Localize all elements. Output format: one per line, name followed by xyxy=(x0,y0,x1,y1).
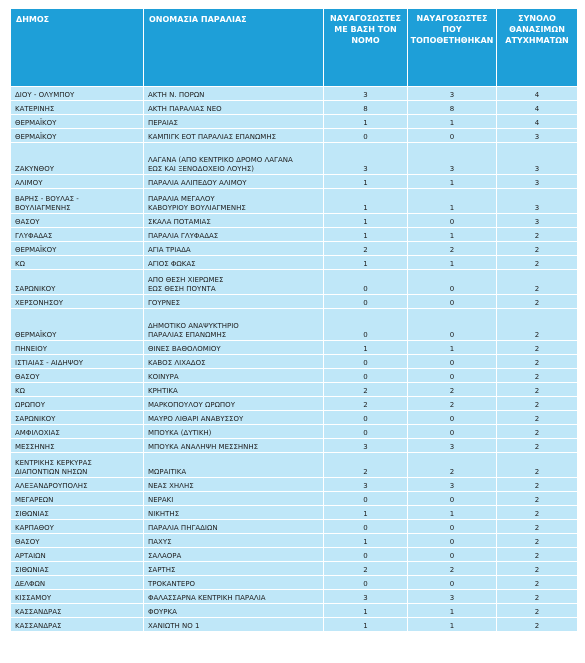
fatal-accidents-cell: 2 xyxy=(497,492,577,505)
municipality-cell xyxy=(11,383,143,396)
municipality-cell xyxy=(11,411,143,424)
beach-name-cell xyxy=(144,175,323,188)
fatal-accidents-cell: 2 xyxy=(497,478,577,491)
lifeguards-required-cell: 0 xyxy=(324,270,407,294)
beach-name-cell xyxy=(144,101,323,114)
municipality-cell xyxy=(11,604,143,617)
municipality-cell xyxy=(11,425,143,438)
lifeguards-placed-cell: 2 xyxy=(408,383,496,396)
municipality-cell xyxy=(11,256,143,269)
beach-name-cell xyxy=(144,242,323,255)
beach-name-cell xyxy=(144,189,323,213)
lifeguards-required-cell: 1 xyxy=(324,506,407,519)
municipality-line: ΩΡΩΠΟΥ xyxy=(15,401,45,409)
fatal-accidents-cell: 4 xyxy=(497,115,577,128)
lifeguards-placed-cell: 0 xyxy=(408,548,496,561)
municipality-line: ΚΩ xyxy=(15,387,25,395)
beach-name-cell xyxy=(144,478,323,491)
municipality-cell xyxy=(11,590,143,603)
beach-name-cell xyxy=(144,129,323,142)
municipality-cell xyxy=(11,242,143,255)
lifeguards-placed-cell: 0 xyxy=(408,411,496,424)
municipality-line: ΖΑΚΥΝΘΟΥ xyxy=(15,165,54,173)
fatal-accidents-cell: 2 xyxy=(497,242,577,255)
municipality-cell xyxy=(11,295,143,308)
lifeguards-required-cell: 2 xyxy=(324,397,407,410)
lifeguards-required-cell: 3 xyxy=(324,590,407,603)
table-row xyxy=(11,115,577,128)
beach-line: ΦΑΛΑΣΣΑΡΝΑ ΚΕΝΤΡΙΚΗ ΠΑΡΑΛΙΑ xyxy=(148,594,266,602)
beach-line: ΜΩΡΑΙΤΙΚΑ xyxy=(148,468,187,476)
fatal-accidents-cell: 2 xyxy=(497,439,577,452)
beach-line: ΚΑΒΟΥΡΙΟΥ ΒΟΥΛΙΑΓΜΕΝΗΣ xyxy=(148,204,246,212)
municipality-line: ΔΙΟΥ - ΟΛΥΜΠΟΥ xyxy=(15,91,75,99)
municipality-line: ΚΙΣΣΑΜΟΥ xyxy=(15,594,52,602)
beach-accidents-table xyxy=(10,8,578,632)
municipality-cell xyxy=(11,478,143,491)
lifeguards-required-cell: 1 xyxy=(324,214,407,227)
beach-name-cell xyxy=(144,355,323,368)
table-row xyxy=(11,214,577,227)
lifeguards-required-cell: 1 xyxy=(324,228,407,241)
fatal-accidents-cell: 2 xyxy=(497,295,577,308)
fatal-accidents-cell: 2 xyxy=(497,604,577,617)
table-row xyxy=(11,397,577,410)
lifeguards-placed-cell: 2 xyxy=(408,397,496,410)
municipality-cell xyxy=(11,397,143,410)
beach-name-cell xyxy=(144,492,323,505)
lifeguards-placed-cell: 1 xyxy=(408,506,496,519)
lifeguards-required-cell: 0 xyxy=(324,492,407,505)
lifeguards-placed-cell: 0 xyxy=(408,576,496,589)
table-row xyxy=(11,101,577,114)
table-row xyxy=(11,548,577,561)
beach-line: ΜΠΟΥΚΑ (ΔΥΤΙΚΗ) xyxy=(148,429,212,437)
lifeguards-placed-cell: 2 xyxy=(408,562,496,575)
beach-line: ΝΙΚΗΤΗΣ xyxy=(148,510,180,518)
lifeguards-placed-cell: 3 xyxy=(408,478,496,491)
beach-name-cell xyxy=(144,256,323,269)
beach-name-cell xyxy=(144,143,323,174)
lifeguards-required-cell: 0 xyxy=(324,295,407,308)
lifeguards-required-cell: 1 xyxy=(324,534,407,547)
beach-line: ΧΑΝΙΩΤΗ ΝΟ 1 xyxy=(148,622,200,630)
municipality-line: ΔΙΑΠΟΝΤΙΩΝ ΝΗΣΩΝ xyxy=(15,468,88,476)
beach-name-cell xyxy=(144,534,323,547)
beach-line: ΣΑΛΑΟΡΑ xyxy=(148,552,182,560)
lifeguards-placed-cell: 2 xyxy=(408,242,496,255)
municipality-line: ΑΜΦΙΛΟΧΙΑΣ xyxy=(15,429,60,437)
beach-line: ΠΑΡΑΛΙΑ ΓΛΥΦΑΔΑΣ xyxy=(148,232,219,240)
header-fatal-accidents: ΣΥΝΟΛΟ ΘΑΝΑΣΙΜΩΝ ΑΤΥΧΗΜΑΤΩΝ xyxy=(497,9,577,86)
fatal-accidents-cell: 3 xyxy=(497,129,577,142)
lifeguards-required-cell: 0 xyxy=(324,425,407,438)
lifeguards-required-cell: 0 xyxy=(324,129,407,142)
table-row xyxy=(11,425,577,438)
municipality-line: ΘΕΡΜΑΪΚΟΥ xyxy=(15,133,57,141)
beach-line: ΝΕΡΑΚΙ xyxy=(148,496,174,504)
beach-name-cell xyxy=(144,548,323,561)
municipality-cell xyxy=(11,520,143,533)
lifeguards-required-cell: 1 xyxy=(324,175,407,188)
beach-name-cell xyxy=(144,369,323,382)
lifeguards-placed-cell: 1 xyxy=(408,189,496,213)
fatal-accidents-cell: 2 xyxy=(497,228,577,241)
municipality-line: ΣΙΘΩΝΙΑΣ xyxy=(15,566,49,574)
municipality-cell xyxy=(11,228,143,241)
lifeguards-placed-cell: 1 xyxy=(408,604,496,617)
municipality-line: ΜΕΓΑΡΕΩΝ xyxy=(15,496,54,504)
lifeguards-placed-cell: 0 xyxy=(408,369,496,382)
lifeguards-required-cell: 2 xyxy=(324,453,407,477)
lifeguards-placed-cell: 0 xyxy=(408,214,496,227)
municipality-cell xyxy=(11,129,143,142)
fatal-accidents-cell: 4 xyxy=(497,101,577,114)
beach-name-cell xyxy=(144,562,323,575)
beach-line: ΠΑΡΑΛΙΑ ΑΛΙΠΕΔΟΥ ΑΛΙΜΟΥ xyxy=(148,179,247,187)
beach-line: ΔΗΜΟΤΙΚΟ ΑΝΑΨΥΚΤΗΡΙΟ xyxy=(148,322,239,330)
municipality-cell xyxy=(11,143,143,174)
table-row xyxy=(11,270,577,294)
lifeguards-required-cell: 0 xyxy=(324,355,407,368)
municipality-cell xyxy=(11,175,143,188)
beach-line: ΑΚΤΗ Ν. ΠΟΡΩΝ xyxy=(148,91,205,99)
beach-line: ΣΑΡΤΗΣ xyxy=(148,566,176,574)
fatal-accidents-cell: 2 xyxy=(497,369,577,382)
municipality-cell xyxy=(11,618,143,631)
municipality-line: ΘΕΡΜΑΪΚΟΥ xyxy=(15,331,57,339)
beach-line: ΦΟΥΡΚΑ xyxy=(148,608,177,616)
municipality-cell xyxy=(11,309,143,340)
lifeguards-placed-cell: 8 xyxy=(408,101,496,114)
municipality-line: ΑΡΤΑΙΩΝ xyxy=(15,552,46,560)
beach-name-cell xyxy=(144,115,323,128)
lifeguards-required-cell: 1 xyxy=(324,189,407,213)
fatal-accidents-cell: 2 xyxy=(497,397,577,410)
fatal-accidents-cell: 2 xyxy=(497,618,577,631)
lifeguards-placed-cell: 0 xyxy=(408,129,496,142)
fatal-accidents-cell: 2 xyxy=(497,256,577,269)
beach-line: ΚΡΗΤΙΚΑ xyxy=(148,387,178,395)
table-row xyxy=(11,175,577,188)
fatal-accidents-cell: 3 xyxy=(497,189,577,213)
header-lifeguards-required: ΝΑΥΑΓΟΣΩΣΤΕΣ ΜΕ ΒΑΣΗ ΤΟΝ ΝΟΜΟ xyxy=(324,9,407,86)
municipality-cell xyxy=(11,453,143,477)
beach-line: ΠΕΡΑΙΑΣ xyxy=(148,119,178,127)
municipality-line: ΔΕΛΦΩΝ xyxy=(15,580,46,588)
beach-name-cell xyxy=(144,506,323,519)
table-row xyxy=(11,506,577,519)
municipality-line: ΚΑΣΣΑΝΔΡΑΣ xyxy=(15,608,62,616)
fatal-accidents-cell: 4 xyxy=(497,87,577,100)
lifeguards-placed-cell: 1 xyxy=(408,115,496,128)
municipality-cell xyxy=(11,214,143,227)
lifeguards-placed-cell: 0 xyxy=(408,295,496,308)
lifeguards-required-cell: 0 xyxy=(324,576,407,589)
municipality-cell xyxy=(11,189,143,213)
fatal-accidents-cell: 2 xyxy=(497,355,577,368)
lifeguards-required-cell: 1 xyxy=(324,604,407,617)
beach-line: ΛΑΓΑΝΑ (ΑΠΟ ΚΕΝΤΡΙΚΟ ΔΡΟΜΟ ΛΑΓΑΝΑ xyxy=(148,156,293,164)
municipality-cell xyxy=(11,562,143,575)
lifeguards-placed-cell: 1 xyxy=(408,341,496,354)
lifeguards-required-cell: 2 xyxy=(324,242,407,255)
municipality-line: ΓΛΥΦΑΔΑΣ xyxy=(15,232,53,240)
lifeguards-placed-cell: 1 xyxy=(408,256,496,269)
beach-name-cell xyxy=(144,453,323,477)
municipality-cell xyxy=(11,439,143,452)
municipality-line: ΠΗΝΕΙΟΥ xyxy=(15,345,48,353)
table-row xyxy=(11,295,577,308)
lifeguards-required-cell: 0 xyxy=(324,369,407,382)
beach-name-cell xyxy=(144,228,323,241)
lifeguards-required-cell: 2 xyxy=(324,383,407,396)
lifeguards-required-cell: 2 xyxy=(324,562,407,575)
beach-name-cell xyxy=(144,439,323,452)
beach-line: ΠΑΡΑΛΙΑ ΜΕΓΑΛΟΥ xyxy=(148,195,215,203)
header-row xyxy=(11,9,577,86)
municipality-cell xyxy=(11,576,143,589)
beach-name-cell xyxy=(144,341,323,354)
lifeguards-placed-cell: 0 xyxy=(408,520,496,533)
beach-line: ΠΑΡΑΛΙΑ ΠΗΓΑΔΙΩΝ xyxy=(148,524,218,532)
municipality-line: ΘΕΡΜΑΪΚΟΥ xyxy=(15,119,57,127)
municipality-line: ΚΑΤΕΡΙΝΗΣ xyxy=(15,105,55,113)
table-row xyxy=(11,590,577,603)
municipality-line: ΣΑΡΩΝΙΚΟΥ xyxy=(15,285,56,293)
lifeguards-placed-cell: 0 xyxy=(408,355,496,368)
lifeguards-required-cell: 0 xyxy=(324,411,407,424)
beach-name-cell xyxy=(144,576,323,589)
beach-name-cell xyxy=(144,425,323,438)
beach-name-cell xyxy=(144,411,323,424)
beach-name-cell xyxy=(144,309,323,340)
beach-line: ΝΕΑΣ ΧΗΛΗΣ xyxy=(148,482,194,490)
table-row xyxy=(11,576,577,589)
fatal-accidents-cell: 2 xyxy=(497,576,577,589)
municipality-line: ΘΑΣΟΥ xyxy=(15,373,40,381)
municipality-cell xyxy=(11,369,143,382)
fatal-accidents-cell: 2 xyxy=(497,341,577,354)
table-row xyxy=(11,341,577,354)
lifeguards-required-cell: 8 xyxy=(324,101,407,114)
beach-name-cell xyxy=(144,87,323,100)
beach-line: ΚΑΜΠΙΓΚ ΕΟΤ ΠΑΡΑΛΙΑΣ ΕΠΑΝΩΜΗΣ xyxy=(148,133,277,141)
fatal-accidents-cell: 2 xyxy=(497,562,577,575)
beach-line: ΑΓΙΟΣ ΦΩΚΑΣ xyxy=(148,260,196,268)
table-row xyxy=(11,189,577,213)
municipality-line: ΚΩ xyxy=(15,260,25,268)
lifeguards-placed-cell: 1 xyxy=(408,228,496,241)
beach-name-cell xyxy=(144,270,323,294)
lifeguards-placed-cell: 0 xyxy=(408,492,496,505)
municipality-line: ΙΣΤΙΑΙΑΣ - ΑΙΔΗΨΟΥ xyxy=(15,359,84,367)
table-row xyxy=(11,411,577,424)
beach-name-cell xyxy=(144,590,323,603)
header-beach-name: ΟΝΟΜΑΣΙΑ ΠΑΡΑΛΙΑΣ xyxy=(144,9,323,86)
fatal-accidents-cell: 2 xyxy=(497,590,577,603)
lifeguards-placed-cell: 0 xyxy=(408,270,496,294)
fatal-accidents-cell: 2 xyxy=(497,383,577,396)
lifeguards-placed-cell: 1 xyxy=(408,175,496,188)
lifeguards-placed-cell: 2 xyxy=(408,453,496,477)
municipality-line: ΚΑΣΣΑΝΔΡΑΣ xyxy=(15,622,62,630)
municipality-cell xyxy=(11,548,143,561)
fatal-accidents-cell: 2 xyxy=(497,453,577,477)
municipality-line: ΧΕΡΣΟΝΗΣΟΥ xyxy=(15,299,64,307)
table-row xyxy=(11,369,577,382)
beach-line: ΜΑΥΡΟ ΛΙΘΑΡΙ ΑΝΑΒΥΣΣΟΥ xyxy=(148,415,244,423)
beach-line: ΠΑΡΑΛΙΑΣ ΕΠΑΝΩΜΗΣ xyxy=(148,331,227,339)
lifeguards-placed-cell: 0 xyxy=(408,309,496,340)
fatal-accidents-cell: 2 xyxy=(497,534,577,547)
beach-name-cell xyxy=(144,604,323,617)
municipality-line: ΒΑΡΗΣ - ΒΟΥΛΑΣ - xyxy=(15,195,79,203)
municipality-cell xyxy=(11,534,143,547)
beach-name-cell xyxy=(144,295,323,308)
lifeguards-required-cell: 1 xyxy=(324,115,407,128)
beach-name-cell xyxy=(144,383,323,396)
lifeguards-required-cell: 0 xyxy=(324,309,407,340)
lifeguards-placed-cell: 3 xyxy=(408,143,496,174)
municipality-cell xyxy=(11,101,143,114)
lifeguards-placed-cell: 3 xyxy=(408,87,496,100)
beach-line: ΜΑΡΚΟΠΟΥΛΟΥ ΩΡΩΠΟΥ xyxy=(148,401,235,409)
beach-line: ΑΚΤΗ ΠΑΡΑΛΙΑΣ ΝΕΟ xyxy=(148,105,222,113)
fatal-accidents-cell: 2 xyxy=(497,506,577,519)
municipality-cell xyxy=(11,87,143,100)
municipality-line: ΜΕΣΣΗΝΗΣ xyxy=(15,443,55,451)
lifeguards-required-cell: 1 xyxy=(324,256,407,269)
municipality-line: ΣΙΘΩΝΙΑΣ xyxy=(15,510,49,518)
lifeguards-placed-cell: 0 xyxy=(408,534,496,547)
fatal-accidents-cell: 2 xyxy=(497,411,577,424)
municipality-line: ΘΑΣΟΥ xyxy=(15,538,40,546)
lifeguards-required-cell: 0 xyxy=(324,548,407,561)
municipality-line: ΚΑΡΠΑΘΟΥ xyxy=(15,524,54,532)
beach-line: ΠΑΧΥΣ xyxy=(148,538,172,546)
fatal-accidents-cell: 3 xyxy=(497,143,577,174)
beach-line: ΚΑΒΟΣ ΛΙΧΑΔΟΣ xyxy=(148,359,206,367)
table-row xyxy=(11,478,577,491)
beach-line: ΤΡΟΚΑΝΤΕΡΟ xyxy=(148,580,196,588)
table-row xyxy=(11,228,577,241)
table-row xyxy=(11,242,577,255)
lifeguards-required-cell: 3 xyxy=(324,87,407,100)
table-row xyxy=(11,87,577,100)
municipality-cell xyxy=(11,115,143,128)
fatal-accidents-cell: 2 xyxy=(497,548,577,561)
lifeguards-required-cell: 3 xyxy=(324,478,407,491)
table-row xyxy=(11,383,577,396)
header-lifeguards-placed: ΝΑΥΑΓΟΣΩΣΤΕΣ ΠΟΥ ΤΟΠΟΘΕΤΗΘΗΚΑΝ xyxy=(408,9,496,86)
table-body xyxy=(11,87,577,631)
fatal-accidents-cell: 3 xyxy=(497,214,577,227)
table-row xyxy=(11,129,577,142)
beach-line: ΓΟΥΡΝΕΣ xyxy=(148,299,180,307)
municipality-cell xyxy=(11,341,143,354)
lifeguards-placed-cell: 0 xyxy=(408,425,496,438)
fatal-accidents-cell: 2 xyxy=(497,520,577,533)
beach-name-cell xyxy=(144,214,323,227)
beach-line: ΘΙΝΕΣ ΒΑΘΟΛΟΜΙΟΥ xyxy=(148,345,221,353)
fatal-accidents-cell: 2 xyxy=(497,425,577,438)
table-row xyxy=(11,562,577,575)
municipality-cell xyxy=(11,492,143,505)
municipality-line: ΑΛΕΞΑΝΔΡΟΥΠΟΛΗΣ xyxy=(15,482,88,490)
beach-line: ΜΠΟΥΚΑ ΑΝΑΛΗΨΗ ΜΕΣΣΗΝΗΣ xyxy=(148,443,259,451)
municipality-line: ΘΕΡΜΑΪΚΟΥ xyxy=(15,246,57,254)
municipality-line: ΘΑΣΟΥ xyxy=(15,218,40,226)
lifeguards-placed-cell: 3 xyxy=(408,590,496,603)
municipality-line: ΑΛΙΜΟΥ xyxy=(15,179,43,187)
lifeguards-placed-cell: 1 xyxy=(408,618,496,631)
beach-line: ΚΟΙΝΥΡΑ xyxy=(148,373,179,381)
table-row xyxy=(11,309,577,340)
fatal-accidents-cell: 3 xyxy=(497,175,577,188)
lifeguards-required-cell: 1 xyxy=(324,341,407,354)
lifeguards-required-cell: 3 xyxy=(324,439,407,452)
fatal-accidents-cell: 2 xyxy=(497,309,577,340)
beach-line: ΑΠΟ ΘΕΣΗ ΧΙΕΡΩΜΕΣ xyxy=(148,276,224,284)
lifeguards-required-cell: 3 xyxy=(324,143,407,174)
table-row xyxy=(11,534,577,547)
table-row xyxy=(11,453,577,477)
beach-line: ΕΩΣ ΚΑΙ ΞΕΝΟΔΟΧΕΙΟ ΛΟΥΗΣ) xyxy=(148,165,254,173)
beach-name-cell xyxy=(144,397,323,410)
table-row xyxy=(11,439,577,452)
lifeguards-required-cell: 0 xyxy=(324,520,407,533)
municipality-line: ΚΕΝΤΡΙΚΗΣ ΚΕΡΚΥΡΑΣ xyxy=(15,459,92,467)
header-municipality: ΔΗΜΟΣ xyxy=(11,9,143,86)
table-row xyxy=(11,492,577,505)
municipality-cell xyxy=(11,506,143,519)
municipality-cell xyxy=(11,355,143,368)
beach-name-cell xyxy=(144,520,323,533)
beach-line: ΣΚΑΛΑ ΠΟΤΑΜΙΑΣ xyxy=(148,218,211,226)
table-row xyxy=(11,143,577,174)
table-row xyxy=(11,256,577,269)
beach-name-cell xyxy=(144,618,323,631)
table-row xyxy=(11,520,577,533)
beach-line: ΑΓΙΑ ΤΡΙΑΔΑ xyxy=(148,246,191,254)
table-row xyxy=(11,604,577,617)
lifeguards-required-cell: 1 xyxy=(324,618,407,631)
fatal-accidents-cell: 2 xyxy=(497,270,577,294)
municipality-cell xyxy=(11,270,143,294)
municipality-line: ΒΟΥΛΙΑΓΜΕΝΗΣ xyxy=(15,204,71,212)
table-row xyxy=(11,618,577,631)
lifeguards-placed-cell: 3 xyxy=(408,439,496,452)
municipality-line: ΣΑΡΩΝΙΚΟΥ xyxy=(15,415,56,423)
table-row xyxy=(11,355,577,368)
beach-line: ΕΩΣ ΘΕΣΗ ΠΟΥΝΤΑ xyxy=(148,285,216,293)
